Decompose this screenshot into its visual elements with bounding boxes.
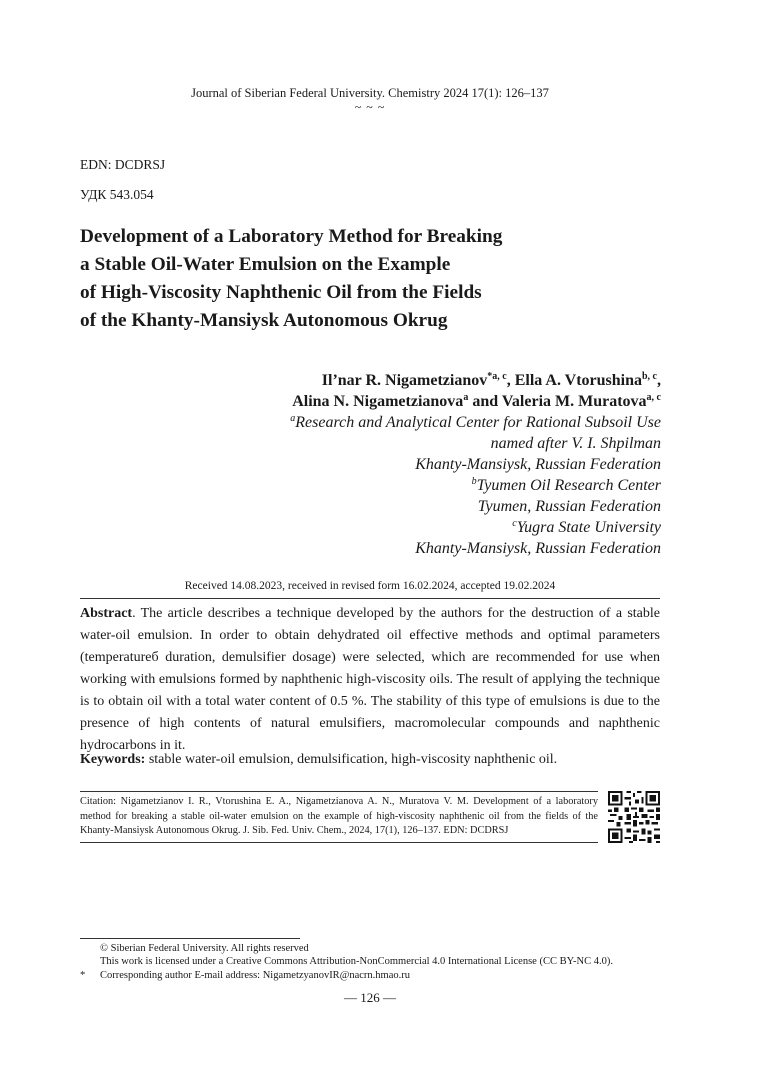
title-line: of the Khanty-Mansiysk Autonomous Okrug [80,310,448,331]
abstract [80,603,660,757]
title-line: a Stable Oil-Water Emulsion on the Example [80,254,451,275]
abstract-text: . The article describes a technique developed by the authors for the destruction of a stable water-oil emulsion. In order to obtain dehydrated oil effective methods and optimal parameters (temperatureб duration, demulsifier dosage) were selected, which are recommended for use when working with emulsions formed by naphthenic high-viscosity oils. The result of applying the technique is to obtain oil with a total water content of 0.5 %. The stability of this type of emulsions is due to the presence of high contents of natural emulsifiers, macromolecular compounds and naphthenic hydrocarbons in it. [80,606,660,753]
authors-line-2 [290,391,661,412]
affiliation-text: Research and Analytical Center for Rational Subsoil Use [295,414,661,431]
author-affiliation-marks: a [463,392,469,403]
author-affiliation-marks: b, c [642,371,657,382]
corresponding-author-note: Corresponding author E-mail address: NigametzyanovIR@nacrn.hmao.ru [100,970,411,981]
keywords-text: stable water-oil emulsion, demulsification, high-viscosity naphthenic oil. [145,752,558,767]
divider [80,842,598,843]
affiliation-text: Tyumen Oil Research Center [476,477,661,494]
qr-code [608,791,660,843]
keywords [80,750,660,770]
affiliation-mark: b [471,476,477,487]
divider [80,791,598,792]
license-note: This work is licensed under a Creative Commons Attribution-NonCommercial 4.0 International License (CC BY-NC 4.0). [100,956,613,967]
udk-code: УДК 543.054 [80,187,154,202]
affiliation-text: Khanty-Mansiysk, Russian Federation [415,456,661,473]
affiliation-text: Khanty-Mansiysk, Russian Federation [415,540,661,557]
author-affiliation-marks: *a, c [487,371,507,382]
authors-block [290,370,661,559]
page-number: — 126 — [344,990,396,1005]
header-ornament: ~ ~ ~ [354,100,386,114]
affiliation-b [290,475,661,496]
received-dates: Received 14.08.2023, received in revised form 16.02.2024, accepted 19.02.2024 [184,580,556,592]
copyright-note: © Siberian Federal University. All rights reserved [100,943,309,954]
affiliation-a [290,412,661,433]
divider [80,598,660,599]
footnote-mark: * [80,970,86,981]
author-separator: , [657,372,661,389]
citation: Citation: Nigametzianov I. R., Vtorushina E. A., Nigametzianova A. N., Muratova V. M. Development of a laboratory method for breaking a stable oil-water emulsion on the example of high-viscosity naphthenic oil from the fields of the Khanty-Mansiysk Autonomous Okrug. J. Sib. Fed. Univ. Chem., 2024, 17(1), 126–137. EDN: DCDRSJ [80,796,598,836]
article-title [80,223,600,335]
affiliation-text: named after V. I. Shpilman [490,435,661,452]
affiliation-text: Yugra State University [516,519,661,536]
journal-header: Journal of Siberian Federal University. Chemistry 2024 17(1): 126–137 [191,86,549,100]
author-affiliation-marks: a, c [646,392,661,403]
author-name: Il’nar R. Nigametzianov [321,372,488,389]
author-name: Valeria M. Muratova [501,393,647,410]
keywords-label: Keywords: [80,752,146,767]
title-line: of High-Viscosity Naphthenic Oil from the Fields [80,282,482,303]
title-line: Development of a Laboratory Method for Breaking [80,226,503,247]
author-separator: and [468,393,502,410]
author-name: Ella A. Vtorushina [514,372,642,389]
abstract-label: Abstract [80,606,133,621]
edn-code: EDN: DCDRSJ [80,157,166,172]
affiliation-text: Tyumen, Russian Federation [477,498,661,515]
affiliation-mark: c [512,518,517,529]
footnote-divider [80,938,300,939]
authors-line-1 [290,370,661,391]
affiliation-mark: a [290,413,296,424]
author-separator: , [506,372,515,389]
author-name: Alina N. Nigametzianova [292,393,464,410]
affiliation-c [290,517,661,538]
